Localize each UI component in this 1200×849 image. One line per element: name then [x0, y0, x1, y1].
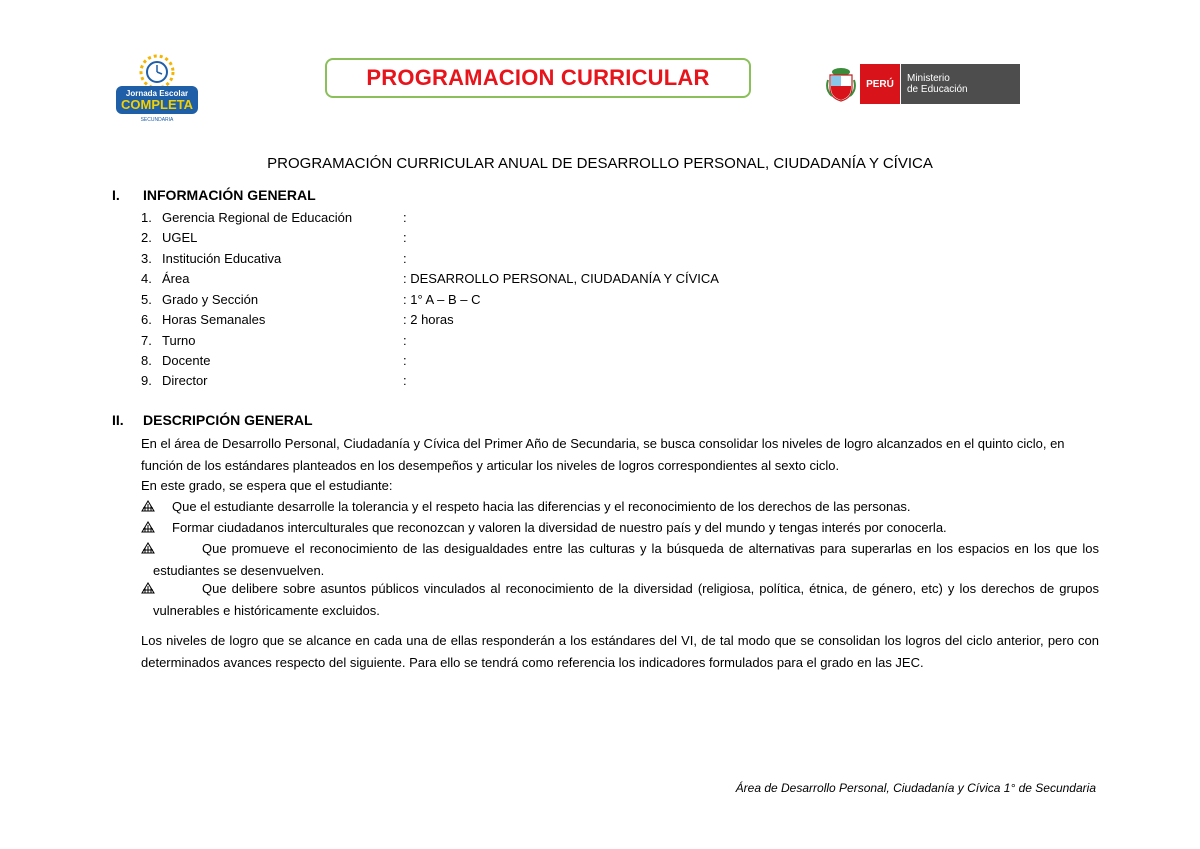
info-row: 5. Grado y Sección : 1° A – B – C: [141, 292, 481, 307]
section-2-number: II.: [112, 412, 124, 428]
info-row: 9. Director :: [141, 373, 407, 388]
closing-paragraph: Los niveles de logro que se alcance en cada una de ellas responderán a los estándares del VI, de tal modo que se consolidan los logros del ciclo anterior, pero con determinados avances respecto del siguiente. Para ello se tendrá como referencia los indicadores formulados para el grado en las JEC.: [141, 633, 1099, 670]
svg-text:Jornada Escolar: Jornada Escolar: [125, 89, 189, 98]
intro-paragraph: En el área de Desarrollo Personal, Ciudadanía y Cívica del Primer Año de Secundaria, se busca consolidar los niveles de logro alcanzados en el quinto ciclo, en función de los estándares planteados en los desempeños y articular los niveles de logros correspondientes al sexto ciclo.: [141, 436, 1065, 473]
bullet-text: Que el estudiante desarrolle la tolerancia y el respeto hacia las diferencias y el reconocimiento de los derechos de las personas.: [172, 499, 911, 514]
page-footer: Área de Desarrollo Personal, Ciudadanía y Cívica 1° de Secundaria: [735, 781, 1096, 795]
jornada-escolar-logo: [112, 52, 202, 124]
bullet-icon: [141, 521, 155, 533]
svg-text:SECUNDARIA: SECUNDARIA: [140, 117, 174, 123]
list-item: [141, 578, 1099, 621]
bullet-icon: [141, 500, 155, 512]
peru-shield-icon: [826, 66, 856, 102]
bullet-text: Formar ciudadanos interculturales que reconozcan y valoren la diversidad de nuestro país y del mundo y tengas interés por conocerla.: [172, 520, 947, 535]
info-row: 4. Área : DESARROLLO PERSONAL, CIUDADANÍA Y CÍVICA: [141, 271, 719, 286]
ministerio-label: [900, 64, 1020, 104]
section-2-heading: [112, 412, 313, 428]
section-1-number: I.: [112, 187, 120, 203]
jornada-escolar-emblem: [112, 52, 202, 124]
banner-title: PROGRAMACION CURRICULAR: [366, 65, 710, 90]
lead-text: En este grado, se espera que el estudiante:: [141, 478, 393, 493]
document-title: PROGRAMACIÓN CURRICULAR ANUAL DE DESARROLLO PERSONAL, CIUDADANÍA Y CÍVICA: [267, 155, 933, 172]
list-item: [141, 538, 1099, 581]
info-row: 1. Gerencia Regional de Educación :: [141, 210, 407, 225]
info-row: 6. Horas Semanales : 2 horas: [141, 312, 454, 327]
section-2-title: DESCRIPCIÓN GENERAL: [143, 412, 313, 428]
peru-label: PERÚ: [860, 64, 900, 104]
info-row: 7. Turno :: [141, 333, 407, 348]
info-row: 2. UGEL :: [141, 230, 407, 245]
bullet-text: Que promueve el reconocimiento de las desigualdades entre las culturas y la búsqueda de alternativas para superarlas en los espacios en los que los estudiantes se desenvuelven.: [153, 541, 1099, 578]
bullet-text: Que delibere sobre asuntos públicos vinculados al reconocimiento de la diversidad (religiosa, política, étnica, de género, etc) y los derechos de grupos vulnerables e históricamente excluidos.: [153, 581, 1099, 618]
bullet-icon: [141, 582, 155, 594]
info-row: 3. Institución Educativa :: [141, 251, 407, 266]
ministerio-line1: Ministerio: [907, 73, 950, 84]
title-banner: [325, 58, 751, 98]
list-item: [141, 517, 1099, 539]
section-1-heading: [112, 187, 316, 203]
minedu-logo: [826, 64, 1020, 104]
bullet-icon: [141, 542, 155, 554]
list-item: [141, 496, 1099, 518]
svg-text:COMPLETA: COMPLETA: [121, 97, 193, 112]
info-row: 8. Docente :: [141, 353, 407, 368]
ministerio-line2: de Educación: [907, 84, 968, 95]
section-1-title: INFORMACIÓN GENERAL: [143, 187, 316, 203]
